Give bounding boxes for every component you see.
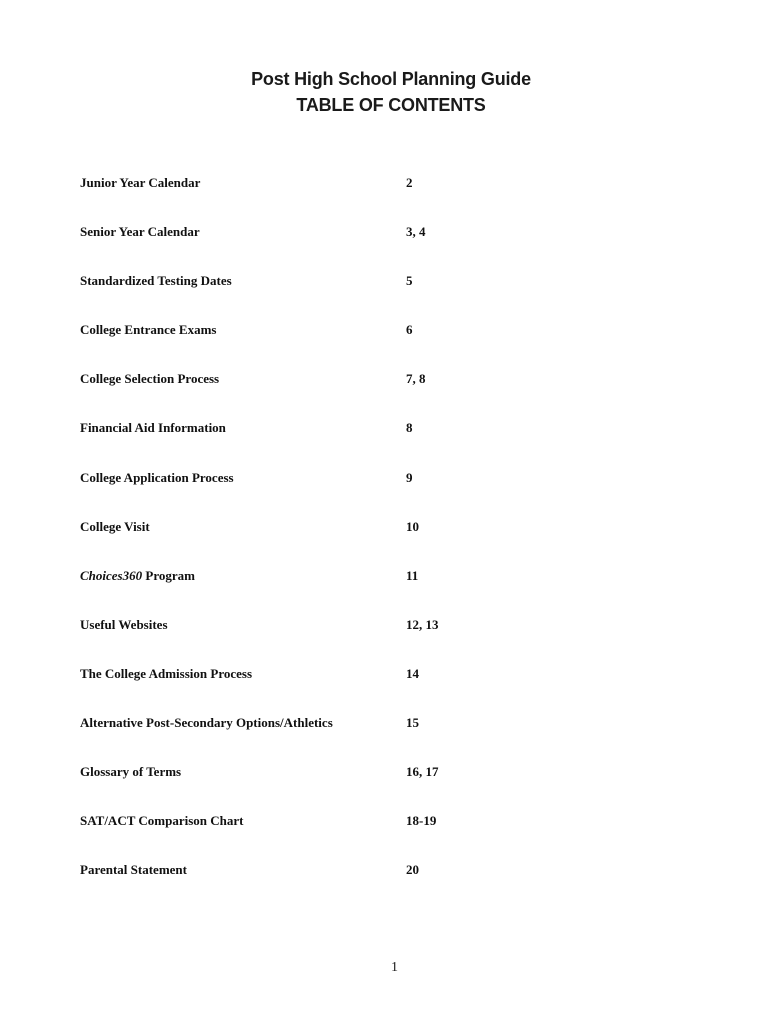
toc-entry-page: 20	[406, 862, 419, 878]
document-title: Post High School Planning Guide	[251, 69, 531, 89]
toc-entry	[80, 467, 680, 516]
toc-entry	[80, 319, 680, 368]
toc-entry-page: 10	[406, 518, 419, 534]
toc-entry-label	[80, 810, 243, 832]
toc-entry-label	[80, 663, 252, 685]
toc-entry-label	[80, 270, 232, 292]
page-number: 1	[391, 960, 398, 975]
toc-entry-label	[80, 516, 150, 538]
toc-entry-label-text: Glossary of Terms	[80, 764, 182, 780]
toc-entry-label	[80, 614, 168, 636]
toc-entry-label-text: Alternative Post-Secondary Options/Athletics	[80, 715, 333, 731]
toc-entry-label-text: Useful Websites	[80, 616, 168, 632]
toc-entry	[80, 761, 680, 810]
document-subtitle: TABLE OF CONTENTS	[296, 95, 486, 115]
toc-entry-label-text: SAT/ACT Comparison Chart	[80, 813, 244, 829]
toc-entry-label-text: College Application Process	[80, 469, 234, 485]
toc-entry-label-text: College Visit	[80, 518, 150, 534]
toc-entry-page: 5	[406, 273, 413, 289]
toc-entry-page: 18-19	[406, 813, 437, 829]
toc-entry-label	[80, 417, 226, 439]
toc-entry	[80, 172, 680, 221]
toc-entry-page: 11	[406, 567, 419, 583]
table-of-contents	[80, 172, 680, 908]
toc-entry	[80, 368, 680, 417]
toc-entry-label-text: Senior Year Calendar	[80, 224, 200, 240]
toc-entry-page: 3, 4	[406, 224, 426, 240]
toc-entry-label-text: Parental Statement	[80, 862, 187, 878]
toc-entry-label-text: The College Admission Process	[80, 665, 253, 681]
toc-entry-page: 12, 13	[406, 616, 439, 632]
toc-entry-label-text: College Selection Process	[80, 371, 220, 387]
toc-entry-page: 7, 8	[406, 371, 426, 387]
toc-entry	[80, 614, 680, 663]
toc-entry-label-text: College Entrance Exams	[80, 322, 217, 338]
toc-entry-page: 2	[406, 175, 413, 190]
toc-entry-label	[80, 172, 200, 194]
toc-entry-label	[80, 467, 234, 489]
toc-entry-label	[80, 368, 219, 390]
toc-entry-page: 9	[406, 469, 413, 485]
toc-entry-label	[80, 221, 200, 243]
toc-entry	[80, 663, 680, 712]
toc-entry	[80, 565, 680, 614]
toc-entry-label	[80, 859, 187, 881]
toc-entry	[80, 859, 680, 908]
toc-entry-page: 16, 17	[406, 764, 439, 780]
toc-entry-label	[80, 565, 195, 587]
toc-entry-label	[80, 761, 181, 783]
title-block	[0, 66, 770, 118]
toc-entry	[80, 516, 680, 565]
toc-entry-page: 8	[406, 420, 413, 436]
toc-entry-label-text: Program	[142, 567, 195, 583]
toc-entry-label-text: Financial Aid Information	[80, 420, 226, 436]
toc-entry	[80, 221, 680, 270]
toc-entry	[80, 712, 680, 761]
toc-entry	[80, 810, 680, 859]
toc-entry-label-italic: Choices360	[80, 567, 143, 583]
toc-entry-label-text: Junior Year Calendar	[80, 175, 201, 190]
toc-entry	[80, 417, 680, 466]
toc-entry-label-text: Standardized Testing Dates	[80, 273, 232, 289]
toc-entry-label	[80, 319, 216, 341]
toc-entry-label	[80, 712, 333, 734]
toc-entry-page: 14	[406, 665, 419, 681]
toc-entry-page: 15	[406, 715, 419, 731]
toc-entry	[80, 270, 680, 319]
toc-entry-page: 6	[406, 322, 413, 338]
